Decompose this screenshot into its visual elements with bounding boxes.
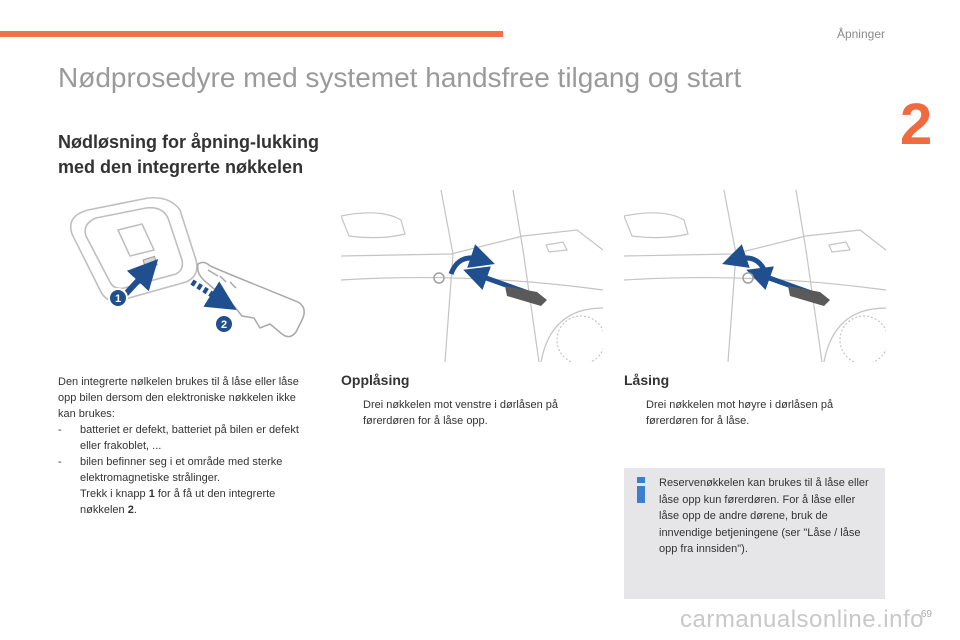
- unlocking-step: [341, 397, 601, 429]
- locking-text: Drei nøkkelen mot høyre i dørlåsen på førerdøren for å låse.: [646, 399, 834, 427]
- unlocking-text: Drei nøkkelen mot venstre i dørlåsen på førerdøren for å låse opp.: [363, 399, 559, 427]
- bullet-item: [58, 422, 316, 454]
- step-mark: [58, 486, 80, 518]
- section-name: Åpninger: [836, 27, 885, 41]
- lock-door-illustration: [624, 190, 886, 362]
- bullet-mark: -: [58, 424, 62, 436]
- sub-title-line-2: med den integrerte nøkkelen: [58, 157, 304, 177]
- sub-title-line-1: Nødløsning for åpning-lukking: [58, 132, 319, 152]
- bullet-text: bilen befinner seg i et område med sterke elektromagnetiske strålinger.: [80, 456, 283, 484]
- locking-step: [624, 397, 884, 429]
- sub-title: [58, 130, 319, 180]
- unlocking-heading: Opplåsing: [341, 372, 410, 388]
- step-mark: [624, 397, 646, 429]
- key-illustration: [58, 190, 320, 362]
- bullet-item: [58, 454, 316, 486]
- page-number: 69: [920, 609, 932, 620]
- button-number: 1: [148, 488, 155, 500]
- unlock-door-illustration: [341, 190, 603, 362]
- callout-1-label: 1: [114, 293, 122, 305]
- top-accent-bar: [0, 31, 503, 37]
- info-icon: [634, 476, 648, 504]
- bullet-text: batteriet er defekt, batteriet på bilen er defekt eller frakoblet, ...: [80, 424, 299, 452]
- step-mark: [341, 397, 363, 429]
- info-box: [624, 468, 885, 599]
- step-text-part: for å få ut den integrerte nøkkelen: [80, 488, 276, 516]
- callout-2-label: 2: [220, 319, 228, 331]
- watermark: carmanualsonline.info: [680, 606, 924, 633]
- step-item: [58, 486, 316, 518]
- key-number: 2: [127, 504, 134, 516]
- step-text-part: Trekk i knapp: [80, 488, 149, 500]
- info-text: Reservenøkkelen kan brukes til å låse eller låse opp kun førerdøren. For å låse eller låse opp de andre dørene, bruk de innvendige betjeningene (ser "Låse / låse opp fra innsiden").: [659, 477, 869, 555]
- intro-paragraph: Den integrerte nølkelen brukes til å låse eller låse opp bilen dersom den elektroniske nøkkelen ikke kan brukes:: [58, 376, 299, 420]
- locking-heading: Låsing: [624, 372, 670, 388]
- step-text: [80, 486, 316, 518]
- step-text-part: .: [133, 504, 137, 516]
- page-title: Nødprosedyre med systemet handsfree tilgang og start: [58, 62, 742, 93]
- chapter-number: 2: [900, 92, 933, 157]
- bullet-mark: -: [58, 456, 62, 468]
- intro-text: [58, 374, 316, 518]
